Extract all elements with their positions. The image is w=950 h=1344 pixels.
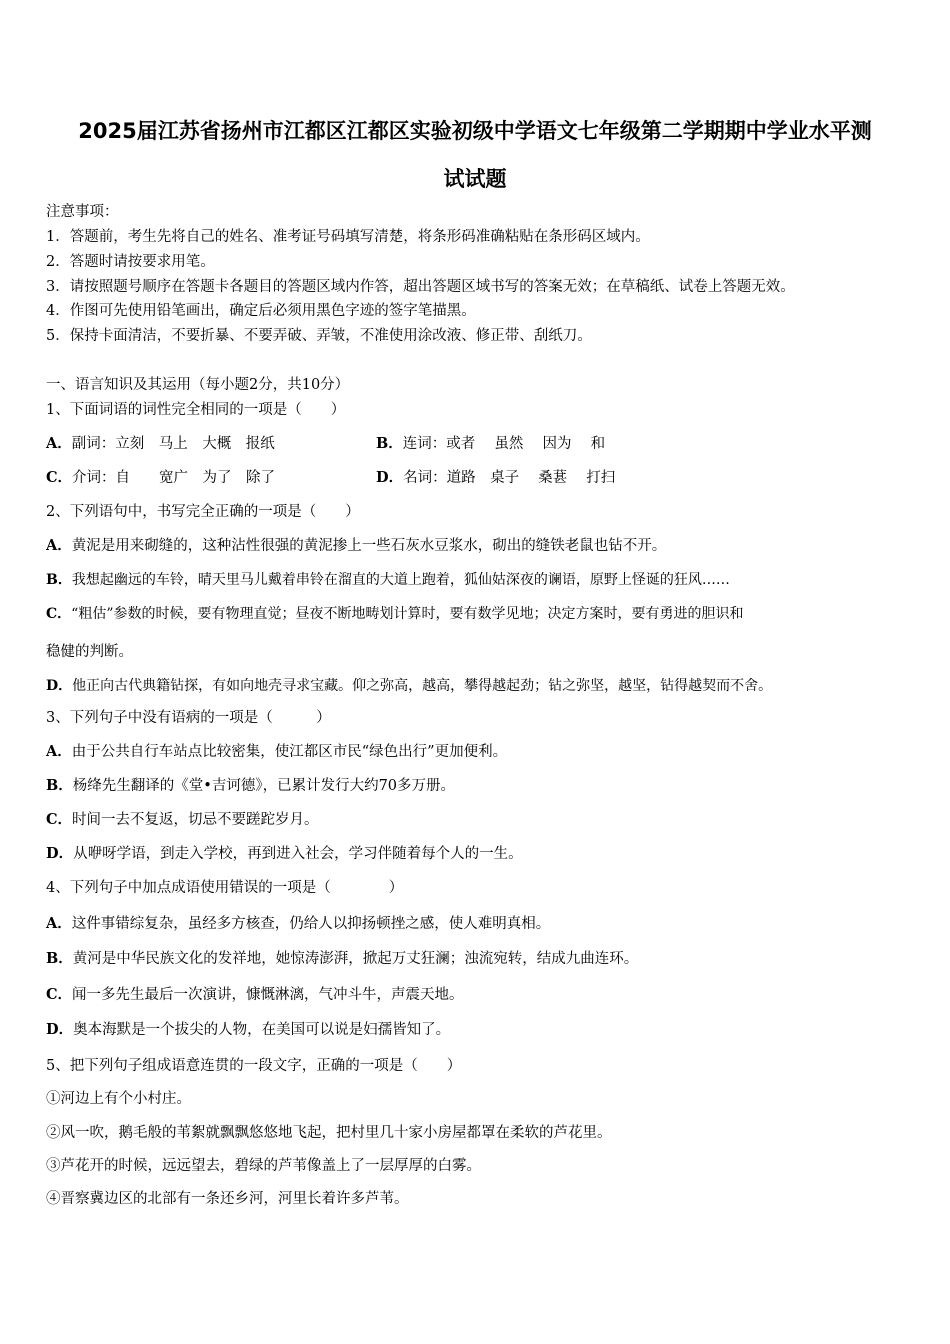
option-label: D． <box>46 845 74 862</box>
q5-sentence-3: ③芦花开的时候，远远望去，碧绿的芦苇像盖上了一层厚厚的白雾。 <box>46 1158 481 1174</box>
question-1-stem: 1、下面词语的词性完全相同的一项是（ ） <box>46 402 346 418</box>
option-text: 黄河是中华民族文化的发祥地，她惊涛澎湃，掀起万丈狂澜；浊流宛转，结成九曲连环。 <box>72 951 639 967</box>
q4-option-b <box>46 949 638 969</box>
option-label: A． <box>46 915 72 932</box>
exam-title-line2: 试试题 <box>443 167 507 191</box>
option-text: 由于公共自行车站点比较密集，使江都区市民“绿色出行”更加便利。 <box>71 744 508 760</box>
q1-option-b <box>376 434 605 454</box>
q2-option-c <box>46 604 743 624</box>
option-text: 从咿呀学语，到走入学校，再到进入社会，学习伴随着每个人的一生。 <box>73 846 523 862</box>
option-label: B． <box>46 950 73 967</box>
option-text: 介词：自 宽广 为了 除了 <box>72 470 276 486</box>
option-label: A． <box>46 537 72 554</box>
q2-option-d <box>46 676 772 696</box>
option-text: 时间一去不复返，切忌不要蹉跎岁月。 <box>72 812 319 828</box>
option-text: 黄泥是用来砌缝的，这种沾性很强的黄泥掺上一些石灰水豆浆水，砌出的缝铁老鼠也钻不开。 <box>71 538 667 554</box>
option-label: B． <box>46 777 73 794</box>
q2-option-c-continued: 稳健的判断。 <box>46 644 133 660</box>
question-3-stem: 3、下列句子中没有语病的一项是（ ） <box>46 710 331 726</box>
q5-sentence-2: ②风一吹，鹅毛般的苇絮就飘飘悠悠地飞起，把村里几十家小房屋都罩在柔软的芦花里。 <box>46 1125 612 1141</box>
option-label: C． <box>46 986 73 1003</box>
option-text: 名词：道路 桌子 桑葚 打扫 <box>403 470 616 486</box>
option-text: 他正向古代典籍钻探，有如向地壳寻求宝藏。仰之弥高，越高，攀得越起劲；钻之弥坚，越坚，钻得越契而不舍。 <box>72 678 773 694</box>
option-text: 奥本海默是一个拔尖的人物，在美国可以说是妇孺皆知了。 <box>73 1022 451 1038</box>
q3-option-a <box>46 742 507 762</box>
q4-option-a <box>46 914 550 934</box>
question-2-stem: 2、下列语句中，书写完全正确的一项是（ ） <box>46 504 360 520</box>
section-heading: 一、语言知识及其运用（每小题2分，共10分） <box>46 377 350 393</box>
option-text: “粗估”参数的时候，要有物理直觉；昼夜不断地畴划计算时，要有数学见地；决定方案时，要有勇进的胆识和 <box>71 606 744 622</box>
option-text: 闻一多先生最后一次演讲，慷慨淋漓，气冲斗牛，声震天地。 <box>72 987 464 1003</box>
notice-item-3: 3．请按照题号顺序在答题卡各题目的答题区域内作答，超出答题区域书写的答案无效；在草稿纸、试卷上答题无效。 <box>46 279 795 295</box>
q1-option-a <box>46 434 275 454</box>
option-label: D． <box>376 469 404 486</box>
q2-option-a <box>46 536 666 556</box>
option-label: C． <box>46 469 73 486</box>
option-text: 杨绛先生翻译的《堂•吉诃德》，已累计发行大约70多万册。 <box>72 778 456 794</box>
option-text: 我想起幽远的车铃，晴天里马儿戴着串铃在溜直的大道上跑着，狐仙姑深夜的谰语，原野上怪诞的狂风…… <box>71 572 730 588</box>
notice-item-1: 1．答题前，考生先将自己的姓名、准考证号码填写清楚，将条形码准确粘贴在条形码区域内。 <box>46 229 650 245</box>
notice-item-5: 5．保持卡面清洁，不要折暴、不要弄破、弄皱，不准使用涂改液、修正带、刮纸刀。 <box>46 328 592 344</box>
option-label: C． <box>46 606 72 622</box>
q5-sentence-1: ①河边上有个小村庄。 <box>46 1091 191 1107</box>
option-label: B． <box>46 572 72 588</box>
question-4-stem: 4、下列句子中加点成语使用错误的一项是（ ） <box>46 880 404 896</box>
q3-option-c <box>46 810 319 830</box>
option-label: B． <box>376 435 403 452</box>
q4-option-c <box>46 985 464 1005</box>
q4-option-d <box>46 1020 450 1040</box>
exam-title-line1: 2025届江苏省扬州市江都区江都区实验初级中学语文七年级第二学期期中学业水平测 <box>78 119 872 143</box>
q5-sentence-4: ④晋察冀边区的北部有一条还乡河，河里长着许多芦苇。 <box>46 1191 409 1207</box>
option-label: A． <box>46 435 72 452</box>
q3-option-d <box>46 844 523 864</box>
option-text: 这件事错综复杂，虽经多方核查，仍给人以抑扬顿挫之感，使人难明真相。 <box>71 916 551 932</box>
option-text: 连词：或者 虽然 因为 和 <box>402 436 606 452</box>
notice-item-4: 4．作图可先使用铅笔画出，确定后必须用黑色字迹的签字笔描黑。 <box>46 303 476 319</box>
notice-heading: 注意事项： <box>46 204 119 220</box>
q3-option-b <box>46 776 455 796</box>
option-label: C． <box>46 811 73 828</box>
q2-option-b <box>46 570 730 590</box>
option-label: D． <box>46 1021 74 1038</box>
q1-option-c <box>46 468 275 488</box>
question-5-stem: 5、把下列句子组成语意连贯的一段文字，正确的一项是（ ） <box>46 1058 462 1074</box>
notice-item-2: 2．答题时请按要求用笔。 <box>46 254 215 270</box>
option-text: 副词：立刻 马上 大概 报纸 <box>71 436 275 452</box>
option-label: D． <box>46 678 73 694</box>
option-label: A． <box>46 743 72 760</box>
q1-option-d <box>376 468 615 488</box>
